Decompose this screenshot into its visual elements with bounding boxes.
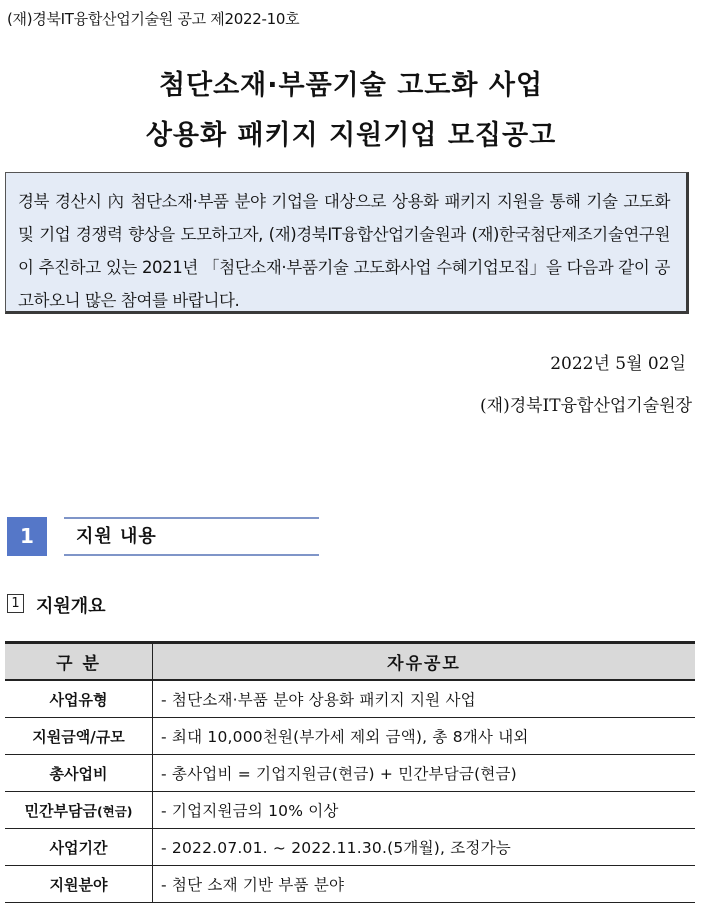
row-label: 사업유형 <box>5 680 153 718</box>
document-title-line2: 상용화 패키지 지원기업 모집공고 <box>145 120 557 151</box>
row-value: - 최대 10,000천원(부가세 제외 금액), 총 8개사 내외 <box>153 718 696 755</box>
document-title-line1: 첨단소재·부품기술 고도화 사업 <box>158 70 544 101</box>
table-row <box>5 718 695 755</box>
row-value: - 기업지원금의 10% 이상 <box>153 792 696 829</box>
row-label-main: 민간부담금 <box>24 801 97 820</box>
intro-text: 경북 경산시 內 첨단소재·부품 분야 기업을 대상으로 상용화 패키지 지원을 통해 기술 고도화 및 기업 경쟁력 향상을 도모하고자, (재)경북IT융합산업기술원과 (재)한국첨단제조기술연구원이 추진하고 있는 2021년 「첨단소재·부품기술 고도화사업 수혜기업모집」을 다음과 같이 공고하오니 많은 참여를 바랍니다. <box>18 192 670 310</box>
subsection-number-box: 1 <box>7 594 24 613</box>
row-label <box>5 792 153 829</box>
row-label: 사업기간 <box>5 829 153 866</box>
row-value: - 2022.07.01. ~ 2022.11.30.(5개월), 조정가능 <box>153 829 696 866</box>
table-row <box>5 792 695 829</box>
section-title: 지원 내용 <box>64 517 319 556</box>
subsection-title: 지원개요 <box>36 596 106 617</box>
notice-number: (재)경북IT융합산업기술원 공고 제2022-10호 <box>7 10 300 28</box>
table-row <box>5 866 695 903</box>
announcement-date: 2022년 5월 02일 <box>550 354 686 374</box>
row-label-suffix: (현금) <box>96 803 133 819</box>
row-value: - 첨단 소재 기반 부품 분야 <box>153 866 696 903</box>
issuing-organization: (재)경북IT융합산업기술원장 <box>480 396 692 416</box>
section-number-badge: 1 <box>7 517 47 556</box>
table-header-row <box>5 643 695 681</box>
row-value: - 총사업비 = 기업지원금(현금) + 민간부담금(현금) <box>153 755 696 792</box>
intro-box <box>5 172 689 314</box>
row-label: 지원금액/규모 <box>5 718 153 755</box>
table-row <box>5 829 695 866</box>
table-header-open-call: 자유공모 <box>153 643 696 681</box>
row-value: - 첨단소재·부품 분야 상용화 패키지 지원 사업 <box>153 680 696 718</box>
support-overview-table <box>5 641 695 903</box>
row-label: 총사업비 <box>5 755 153 792</box>
row-label: 지원분야 <box>5 866 153 903</box>
table-row <box>5 680 695 718</box>
table-header-category: 구 분 <box>5 643 153 681</box>
table-row <box>5 755 695 792</box>
